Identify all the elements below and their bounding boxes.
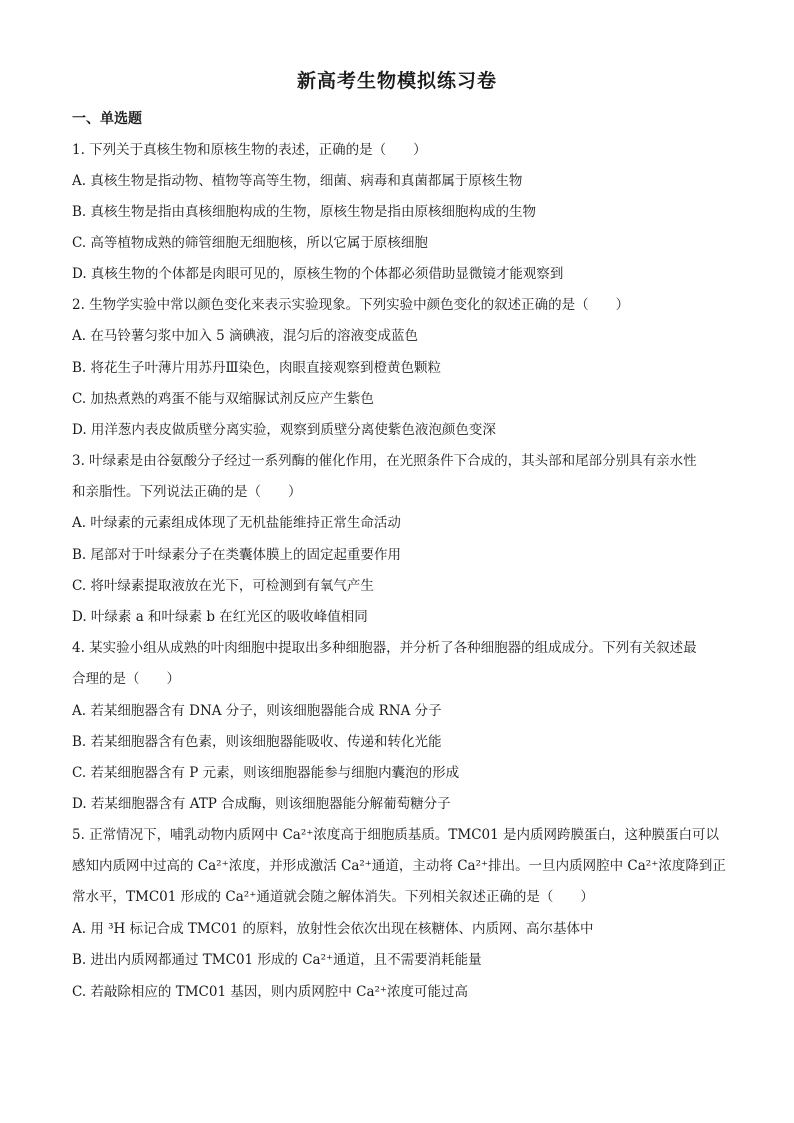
- question-1-option-b: B. 真核生物是指由真核细胞构成的生物，原核生物是指由原核细胞构成的生物: [72, 204, 537, 220]
- question-3-stem: 3. 叶绿素是由谷氨酸分子经过一系列酶的催化作用，在光照条件下合成的，其头部和尾部分别具有亲水性: [72, 453, 697, 469]
- question-4-option-a: A. 若某细胞器含有 DNA 分子，则该细胞器能合成 RNA 分子: [72, 703, 442, 719]
- question-4-stem-cont: 合理的是（ ）: [72, 671, 180, 687]
- question-1-option-d: D. 真核生物的个体都是肉眼可见的，原核生物的个体都必须借助显微镜才能观察到: [72, 266, 564, 282]
- question-4-option-d: D. 若某细胞器含有 ATP 合成酶，则该细胞器能分解葡萄糖分子: [72, 796, 451, 812]
- question-2-option-d: D. 用洋葱内表皮做质壁分离实验，观察到质壁分离使紫色液泡颜色变深: [72, 422, 496, 438]
- question-1-option-c: C. 高等植物成熟的筛管细胞无细胞核，所以它属于原核细胞: [72, 235, 428, 251]
- question-2-option-c: C. 加热煮熟的鸡蛋不能与双缩脲试剂反应产生紫色: [72, 391, 374, 407]
- question-5-stem-cont-1: 感知内质网中过高的 Ca²⁺浓度，并形成激活 Ca²⁺通道，主动将 Ca²⁺排出。一旦内质网腔中 Ca²⁺浓度降到正: [72, 858, 726, 874]
- section-heading: 一、单选题: [72, 111, 142, 127]
- question-5-option-b: B. 进出内质网都通过 TMC01 形成的 Ca²⁺通道，且不需要消耗能量: [72, 952, 482, 968]
- question-2-option-a: A. 在马铃薯匀浆中加入 5 滴碘液，混匀后的溶液变成蓝色: [72, 328, 419, 344]
- question-2-stem: 2. 生物学实验中常以颜色变化来表示实验现象。下列实验中颜色变化的叙述正确的是（ ）: [72, 297, 630, 313]
- question-5-option-a: A. 用 ³H 标记合成 TMC01 的原料，放射性会依次出现在核糖体、内质网、高尔基体中: [72, 921, 594, 937]
- question-5-option-c: C. 若敲除相应的 TMC01 基因，则内质网腔中 Ca²⁺浓度可能过高: [72, 984, 469, 1000]
- question-3-option-d: D. 叶绿素 a 和叶绿素 b 在红光区的吸收峰值相同: [72, 609, 368, 625]
- question-3-option-a: A. 叶绿素的元素组成体现了无机盐能维持正常生命活动: [72, 515, 401, 531]
- question-4-stem: 4. 某实验小组从成熟的叶肉细胞中提取出多种细胞器，并分析了各种细胞器的组成成分。下列有关叙述最: [72, 640, 697, 656]
- question-4-option-b: B. 若某细胞器含有色素，则该细胞器能吸收、传递和转化光能: [72, 734, 442, 750]
- question-3-option-b: B. 尾部对于叶绿素分子在类囊体膜上的固定起重要作用: [72, 547, 402, 563]
- question-2-option-b: B. 将花生子叶薄片用苏丹Ⅲ染色，肉眼直接观察到橙黄色颗粒: [72, 360, 442, 376]
- question-3-option-c: C. 将叶绿素提取液放在光下，可检测到有氧气产生: [72, 578, 374, 594]
- page-title: 新高考生物模拟练习卷: [296, 70, 497, 92]
- question-3-stem-cont: 和亲脂性。下列说法正确的是（ ）: [72, 484, 302, 500]
- question-4-option-c: C. 若某细胞器含有 P 元素，则该细胞器能参与细胞内囊泡的形成: [72, 765, 460, 781]
- question-1-stem: 1. 下列关于真核生物和原核生物的表述，正确的是（ ）: [72, 142, 427, 158]
- question-5-stem-cont-2: 常水平，TMC01 形成的 Ca²⁺通道就会随之解体消失。下列相关叙述正确的是（ ）: [72, 889, 594, 905]
- question-1-option-a: A. 真核生物是指动物、植物等高等生物，细菌、病毒和真菌都属于原核生物: [72, 173, 523, 189]
- question-5-stem: 5. 正常情况下，哺乳动物内质网中 Ca²⁺浓度高于细胞质基质。TMC01 是内质网跨膜蛋白，这种膜蛋白可以: [72, 827, 720, 843]
